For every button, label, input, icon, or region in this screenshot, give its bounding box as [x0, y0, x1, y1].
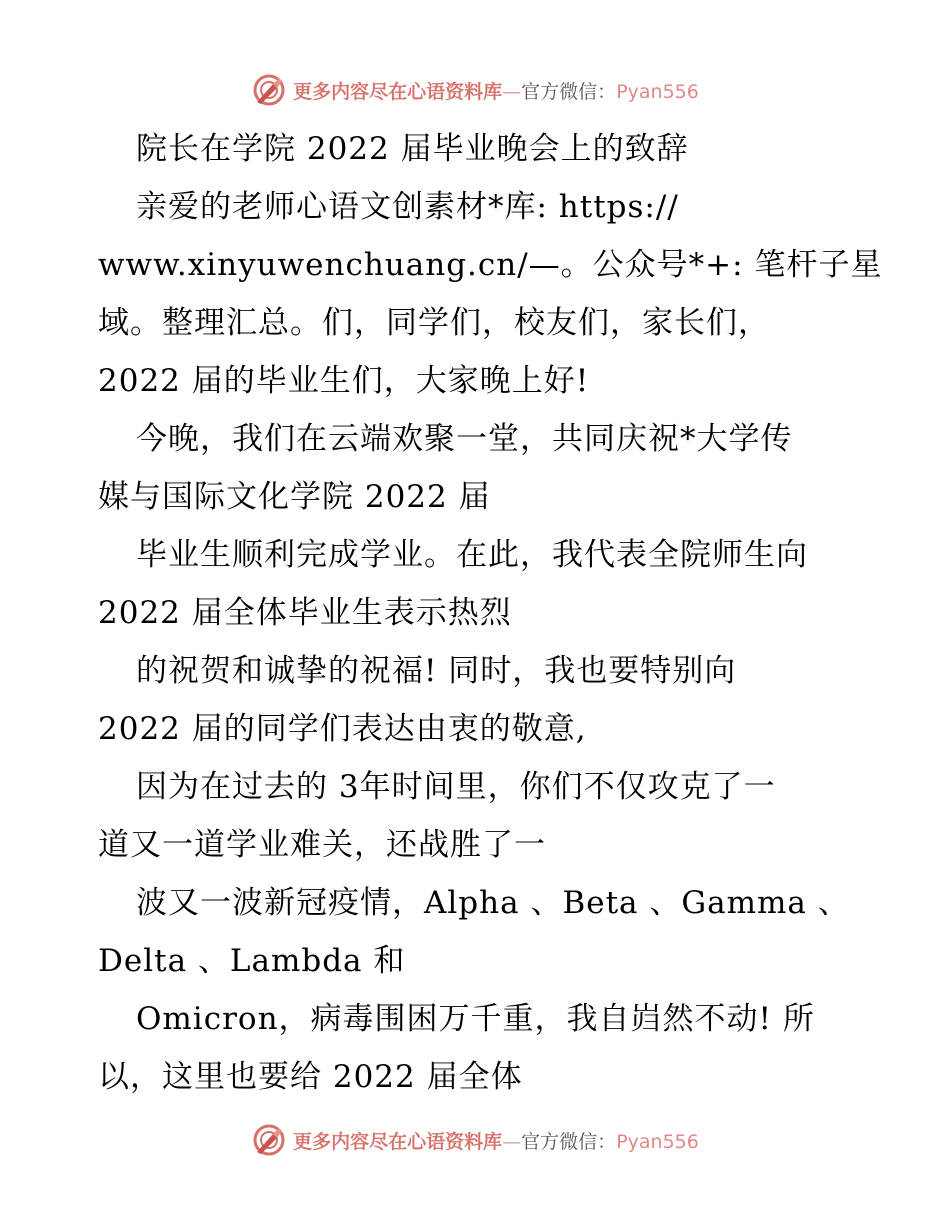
- text-line: 波又一波新冠疫情，Alpha 、Beta 、Gamma 、: [136, 885, 850, 921]
- text-line: www.xinyuwenchuang.cn/—。公众号*+: 笔杆子星: [98, 247, 883, 283]
- banner-dash: —: [502, 80, 522, 103]
- text-line: Delta 、Lambda 和: [98, 943, 406, 979]
- text-line: 毕业生顺利完成学业。在此，我代表全院师生向: [136, 537, 808, 573]
- document-body: [98, 120, 883, 1106]
- text-line: 道又一道学业难关，还战胜了一: [98, 827, 546, 863]
- text-line: 亲爱的老师心语文创素材*库: https://: [136, 189, 679, 225]
- banner-wechat-id: Pyan556: [616, 1130, 699, 1153]
- text-line: 因为在过去的 3年时间里，你们不仅攻克了一: [136, 769, 776, 805]
- banner-wechat-label: 官方微信：: [521, 1130, 617, 1153]
- banner-dash: —: [502, 1130, 522, 1153]
- text-line: 2022 届的同学们表达由衷的敬意,: [98, 711, 587, 747]
- text-line: 以，这里也要给 2022 届全体: [98, 1059, 523, 1095]
- banner-text: [293, 1127, 699, 1154]
- pen-logo-icon: [251, 72, 287, 108]
- text-line: 2022 届全体毕业生表示热烈: [98, 595, 512, 631]
- header-banner: [0, 68, 950, 112]
- banner-site-name: 更多内容尽在心语资料库: [293, 1130, 503, 1153]
- pen-logo-icon: [251, 1122, 287, 1158]
- banner-wechat-label: 官方微信：: [521, 80, 617, 103]
- banner-wechat-id: Pyan556: [616, 80, 699, 103]
- text-line: Omicron，病毒围困万千重，我自岿然不动! 所: [136, 1001, 815, 1037]
- banner-text: [293, 77, 699, 104]
- banner-site-name: 更多内容尽在心语资料库: [293, 80, 503, 103]
- text-line: 的祝贺和诚挚的祝福! 同时，我也要特别向: [136, 653, 737, 689]
- text-line: 2022 届的毕业生们，大家晚上好!: [98, 363, 590, 399]
- text-line: 域。整理汇总。们，同学们，校友们，家长们，: [98, 305, 770, 341]
- footer-banner: [0, 1118, 950, 1162]
- text-line: 今晚，我们在云端欢聚一堂，共同庆祝*大学传: [136, 421, 793, 457]
- document-title: 院长在学院 2022 届毕业晚会上的致辞: [136, 131, 689, 167]
- text-line: 媒与国际文化学院 2022 届: [98, 479, 491, 515]
